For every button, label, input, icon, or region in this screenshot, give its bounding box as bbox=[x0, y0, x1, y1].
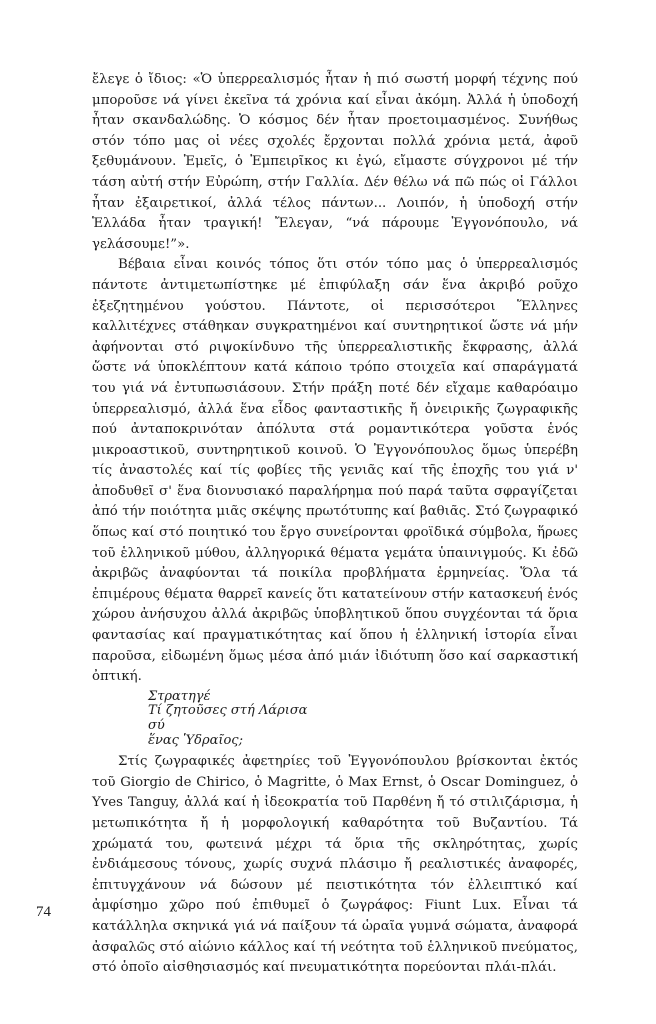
body-text bbox=[92, 70, 578, 979]
poem-line: Τί ζητοῦσες στή Λάρισα bbox=[148, 703, 308, 719]
paragraph-quote-continuation: ἔλεγε ὁ ἴδιος: «Ὁ ὑπερρεαλισμός ἦταν ἡ πιό σωστή μορφή τέχνης πού μποροῦσε νά γίνει ἐκεῖνα τά χρόνια καί εἶναι ἀκόμη. Ἀλλά ἡ ὑποδοχή ἦταν σκανδαλώδης. Ὁ κόσμος δέν ἦταν προετοιμασμένος. Συνήθως στόν τόπο μας οἱ νέες σχολές ἔρχονται πολλά χρόνια μετά, ἀφοῦ ξεθυμάνουν. Ἐμεῖς, ὁ Ἐμπειρῖκος κι ἐγώ, εἴμαστε σύγχρονοι μέ τήν τάση αὐτή στήν Εὐρώπη, στήν Γαλλία. Δέν θέλω νά πῶ πώς οἱ Γάλλοι ἦταν ἐξαιρετικοί, ἀλλά τέλος πάντων... Λοιπόν, ἡ ὑποδοχή στήν Ἑλλάδα ἦταν τραγική! Ἔλεγαν, “νά πάρουμε Ἐγγονόπουλο, νά γελάσουμε!”». bbox=[92, 72, 578, 252]
paragraph-artistic-influences: Στίς ζωγραφικές ἀφετηρίες τοῦ Ἐγγονόπουλου βρίσκονται ἐκτός τοῦ Giorgio de Chirico, ὁ Magritte, ὁ Max Ernst, ὁ Oscar Dominguez, ὁ Yves Tanguy, ἀλλά καί ἡ ἰδεοκρατία τοῦ Παρθένη ἤ τό στιλιζάρισμα, ἡ μετωπικότητα ἤ ἡ μορφολογική καθαρότητα τοῦ Βυζαντίου. Τά χρώματά του, φωτεινά μέχρι τά ὅρια τῆς σκληρότητας, χωρίς ἐνδιάμεσους τόνους, χωρίς συχνά πλάσιμο ἤ ρεαλιστικές ἀναφορές, ἐπιτυγχάνουν νά δώσουν μέ πειστικότητα τόν ἐλλειπτικό καί ἀμφίσημο χῶρο πού ἐπιθυμεῖ ὁ ζωγράφος: Fiunt Lux. Εἶναι τά κατάλληλα σκηνικά γιά νά παίξουν τά ὡραῖα γυμνά σώματα, ἀναφορά ἀσφαλῶς στό αἰώνιο κάλλος καί τή νεότητα τοῦ ἑλληνικοῦ πνεύματος, στό ὁποῖο αἰσθησιασμός καί πνευματικότητα πορεύονται πλάι-πλάι. bbox=[92, 754, 578, 976]
poem-line: ἕνας Ὑδραῖος; bbox=[148, 732, 243, 748]
paragraph-surrealism-reception: Βέβαια εἶναι κοινός τόπος ὅτι στόν τόπο μας ὁ ὑπερρεαλισμός πάντοτε ἀντιμετωπίστηκε μέ ἐπιφύλαξη σάν ἕνα ἀκριβό ροῦχο ἐξεζητημένου γούστου. Πάντοτε, οἱ περισσότεροι Ἕλληνες καλλιτέχνες στάθηκαν συγκρατημένοι καί συντηρητικοί ὥστε νά μήν ἀφήνονται στό ριψοκίνδυνο τῆς ὑπερρεαλιστικῆς ἔκφρασης, ἀλλά ὥστε νά ὑποκλέπτουν κατά κάποιο τρόπο στοιχεῖα καί σπαράγματά του γιά νά ἐντυπωσιάσουν. Στήν πράξη ποτέ δέν εἴχαμε καθαρόαιμο ὑπερρεαλισμό, ἀλλά ἕνα εἶδος φανταστικῆς ἤ ὀνειρικῆς ζωγραφικῆς πού ἀνταποκρινόταν ἀπόλυτα στά ρομαντικότερα γοῦστα ἑνός μικροαστικοῦ, συντηρητικοῦ κοινοῦ. Ὁ Ἐγγονόπουλος ὅμως ὑπερέβη τίς ἀναστολές καί τίς φοβίες τῆς γενιᾶς καί τῆς ἐποχῆς του γιά ν' ἀποδυθεῖ σ' ἕνα διονυσιακό παραλήρημα πού παρά ταῦτα σφραγίζεται ἀπό τήν ποιότητα μιᾶς σκέψης πρωτότυπης καί βαθιᾶς. Στό ζωγραφικό ὅπως καί στό ποιητικό του ἔργο συνείρονται φροϊδικά σύμβολα, ἥρωες τοῦ ἑλληνικοῦ μύθου, ἀλληγορικά θέματα γεμάτα ὑπαινιγμούς. Κι ἐδῶ ἀκριβῶς ἀναφύονται τά ποικίλα προβλήματα ἑρμηνείας. Ὅλα τά ἐπιμέρους θέματα θαρρεῖ κανείς ὅτι κατατείνουν στήν κατασκευή ἑνός χώρου ἀνήσυχου ἀλλά ἀκριβῶς ὑποβλητικοῦ ὅπου συγχέονται τά ὅρια φαντασίας καί πραγματικότητας καί ὅπου ἡ ἑλληνική ἱστορία εἶναι παροῦσα, εἰδωμένη ὅμως μέσα ἀπό μιάν ἰδιότυπη ὅσο καί σαρκαστική ὀπτική. bbox=[92, 257, 578, 685]
poem-line: σύ bbox=[148, 718, 165, 733]
poem-line: Στρατηγέ bbox=[148, 688, 211, 704]
poem-excerpt bbox=[148, 690, 578, 748]
page-number: 74 bbox=[36, 904, 51, 920]
